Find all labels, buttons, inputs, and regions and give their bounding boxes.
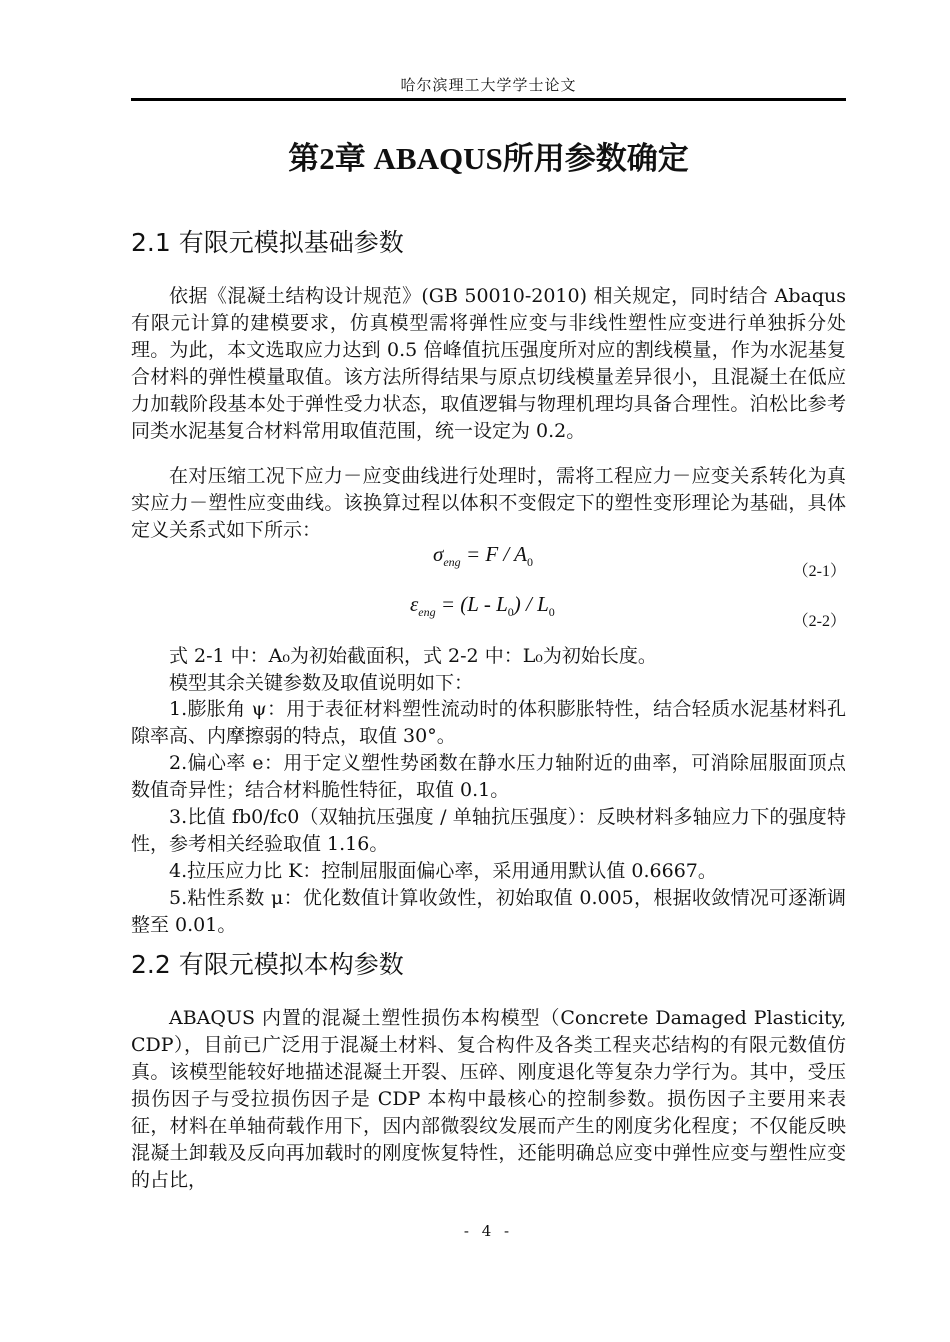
section-heading-2-2: 2.2 有限元模拟本构参数 xyxy=(131,950,404,979)
equation-symbol: σ xyxy=(433,542,444,566)
list-item: 4.拉压应力比 K：控制屈服面偏心率，采用通用默认值 0.6667。 xyxy=(169,860,717,882)
paragraph: 模型其余关键参数及取值说明如下： xyxy=(169,672,474,694)
equation-number: （2-2） xyxy=(792,613,846,630)
chapter-title: 第2章 ABAQUS所用参数确定 xyxy=(288,141,689,176)
equation-subscript: eng xyxy=(418,605,436,620)
list-item: 5.粘性系数 μ：优化数值计算收敛性，初始取值 0.005，根据收敛情况可逐渐调整至 0.01。 xyxy=(131,887,846,936)
list-item: 1.膨胀角 ψ：用于表征材料塑性流动时的体积膨胀特性，结合轻质水泥基材料孔隙率高、内摩擦弱的特点，取值 30°。 xyxy=(131,698,846,747)
running-header: 哈尔滨理工大学学士论文 xyxy=(400,76,577,94)
header-rule xyxy=(131,98,846,101)
equation-subscript: 0 xyxy=(526,555,533,570)
paragraph: ABAQUS 内置的混凝土塑性损伤本构模型（Concrete Damaged Plasticity, CDP），目前已广泛用于混凝土材料、复合构件及各类工程夹芯结构的有限元数值仿真。该模型能较好地描述混凝土开裂、压碎、刚度退化等复杂力学行为。其中，受压损伤因子与受拉损伤因子是 CDP 本构中最核心的控制参数。损伤因子主要用来表征，材料在单轴荷载作用下，因内部微裂纹发展而产生的刚度劣化程度；不仅能反映混凝土卸载及反向再加载时的刚度恢复特性，还能明确总应变中弹性应变与塑性应变的占比， xyxy=(131,1007,846,1191)
paragraph: 在对压缩工况下应力－应变曲线进行处理时，需将工程应力－应变关系转化为真实应力－塑性应变曲线。该换算过程以体积不变假定下的塑性变形理论为基础，具体定义关系式如下所示： xyxy=(131,465,846,541)
list-item: 2.偏心率 e：用于定义塑性势函数在静水压力轴附近的曲率，可消除屈服面顶点数值奇异性；结合材料脆性特征，取值 0.1。 xyxy=(131,752,846,801)
equation-symbol: ε xyxy=(410,592,419,616)
equation-2-1 xyxy=(433,542,533,570)
paragraph: 式 2-1 中：A₀为初始截面积，式 2-2 中：L₀为初始长度。 xyxy=(169,645,657,667)
equation-subscript: eng xyxy=(443,555,461,570)
equation-number: （2-1） xyxy=(792,563,846,580)
equation-subscript: 0 xyxy=(548,605,555,620)
equation-subscript: 0 xyxy=(507,605,514,620)
page-number: - 4 - xyxy=(463,1222,514,1240)
equation-rhs: = F / A xyxy=(465,542,527,566)
equation-rhs: = (L - L xyxy=(440,592,508,616)
paragraph: 依据《混凝土结构设计规范》(GB 50010-2010) 相关规定，同时结合 Abaqus 有限元计算的建模要求，仿真模型需将弹性应变与非线性塑性应变进行单独拆分处理。为此，本文选取应力达到 0.5 倍峰值抗压强度所对应的割线模量，作为水泥基复合材料的弹性模量取值。该方法所得结果与原点切线模量差异很小，且混凝土在低应力加载阶段基本处于弹性受力状态，取值逻辑与物理机理均具备合理性。泊松比参考同类水泥基复合材料常用取值范围，统一设定为 0.2。 xyxy=(131,285,846,442)
section-heading-2-1: 2.1 有限元模拟基础参数 xyxy=(131,228,404,257)
equation-2-2 xyxy=(410,592,555,620)
equation-rhs: ) / L xyxy=(513,592,549,616)
list-item: 3.比值 fb0/fc0（双轴抗压强度 / 单轴抗压强度）：反映材料多轴应力下的强度特性，参考相关经验取值 1.16。 xyxy=(131,806,846,855)
